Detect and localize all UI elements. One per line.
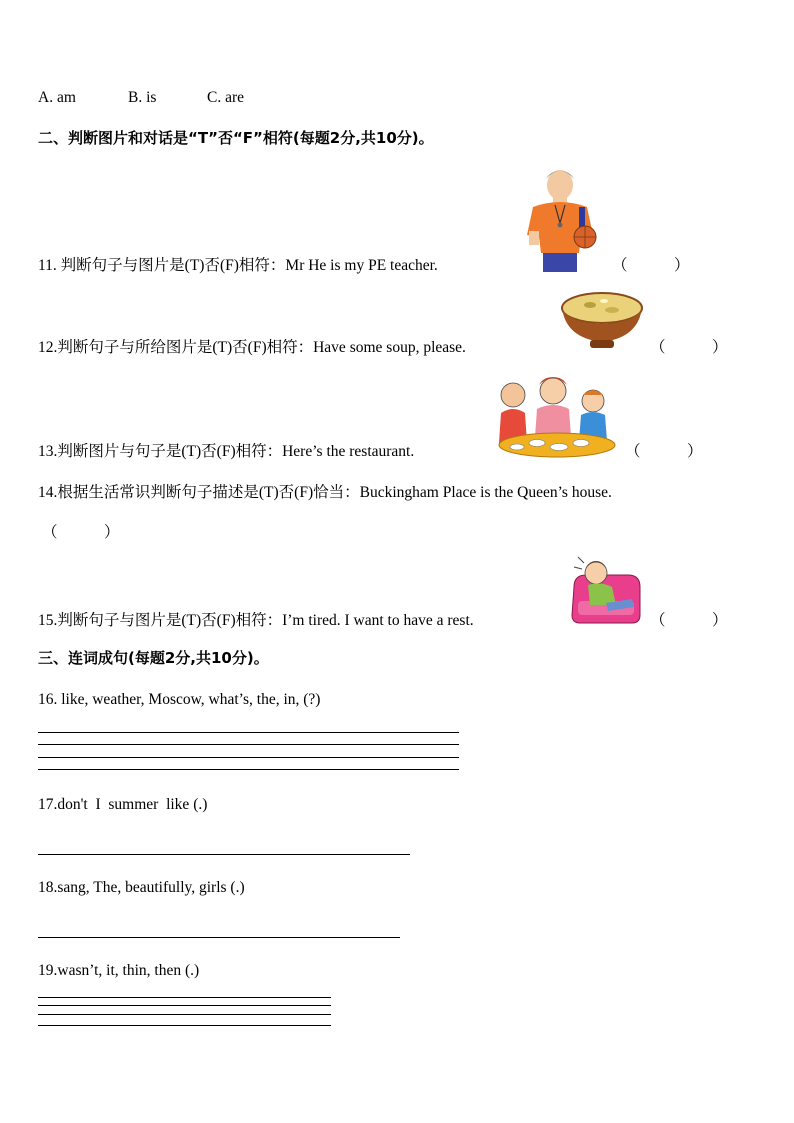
pe-teacher-image: [515, 165, 605, 272]
q14-answer-bracket[interactable]: （ ）: [42, 524, 120, 541]
q11-text: 11. 判断句子与图片是(T)否(F)相符：Mr He is my PE teacher.: [38, 257, 438, 274]
option-a: A. am: [38, 89, 76, 106]
q18-answer-line[interactable]: [38, 937, 400, 938]
q19-text: 19.wasn’t, it, thin, then (.): [38, 962, 200, 979]
q17-answer-line[interactable]: [38, 854, 410, 855]
section-2-title: 二、判断图片和对话是“T”否“F”相符(每题2分,共10分)。: [38, 129, 434, 147]
q12-text: 12.判断句子与所给图片是(T)否(F)相符：Have some soup, please.: [38, 339, 466, 356]
q16-answer-line-2[interactable]: [38, 744, 459, 745]
q16-answer-line-1[interactable]: [38, 732, 459, 733]
q19-answer-line-2[interactable]: [38, 1005, 331, 1006]
q16-answer-line-3[interactable]: [38, 757, 459, 758]
option-b: B. is: [128, 89, 157, 106]
q16-answer-line-4[interactable]: [38, 769, 459, 770]
resting-person-image: [566, 553, 644, 627]
q12-answer-bracket[interactable]: （ ）: [650, 339, 728, 356]
section-3-title: 三、连词成句(每题2分,共10分)。: [38, 649, 269, 667]
q14-text: 14.根据生活常识判断句子描述是(T)否(F)恰当：Buckingham Place is the Queen’s house.: [38, 484, 612, 501]
q13-answer-bracket[interactable]: （ ）: [625, 443, 703, 460]
q19-answer-line-3[interactable]: [38, 1014, 331, 1015]
q19-answer-line-4[interactable]: [38, 1025, 331, 1026]
q17-text: 17.don't I summer like (.): [38, 796, 208, 813]
soup-bowl-image: [560, 290, 644, 352]
restaurant-image: [497, 373, 617, 459]
q15-answer-bracket[interactable]: （ ）: [650, 612, 728, 629]
q11-answer-bracket[interactable]: （ ）: [612, 257, 690, 274]
q16-text: 16. like, weather, Moscow, what’s, the, in, (?): [38, 691, 321, 708]
q13-text: 13.判断图片与句子是(T)否(F)相符：Here’s the restaurant.: [38, 443, 415, 460]
q19-answer-line-1[interactable]: [38, 997, 331, 998]
q15-text: 15.判断句子与图片是(T)否(F)相符：I’m tired. I want to have a rest.: [38, 612, 474, 629]
option-c: C. are: [207, 89, 245, 106]
q18-text: 18.sang, The, beautifully, girls (.): [38, 879, 245, 896]
